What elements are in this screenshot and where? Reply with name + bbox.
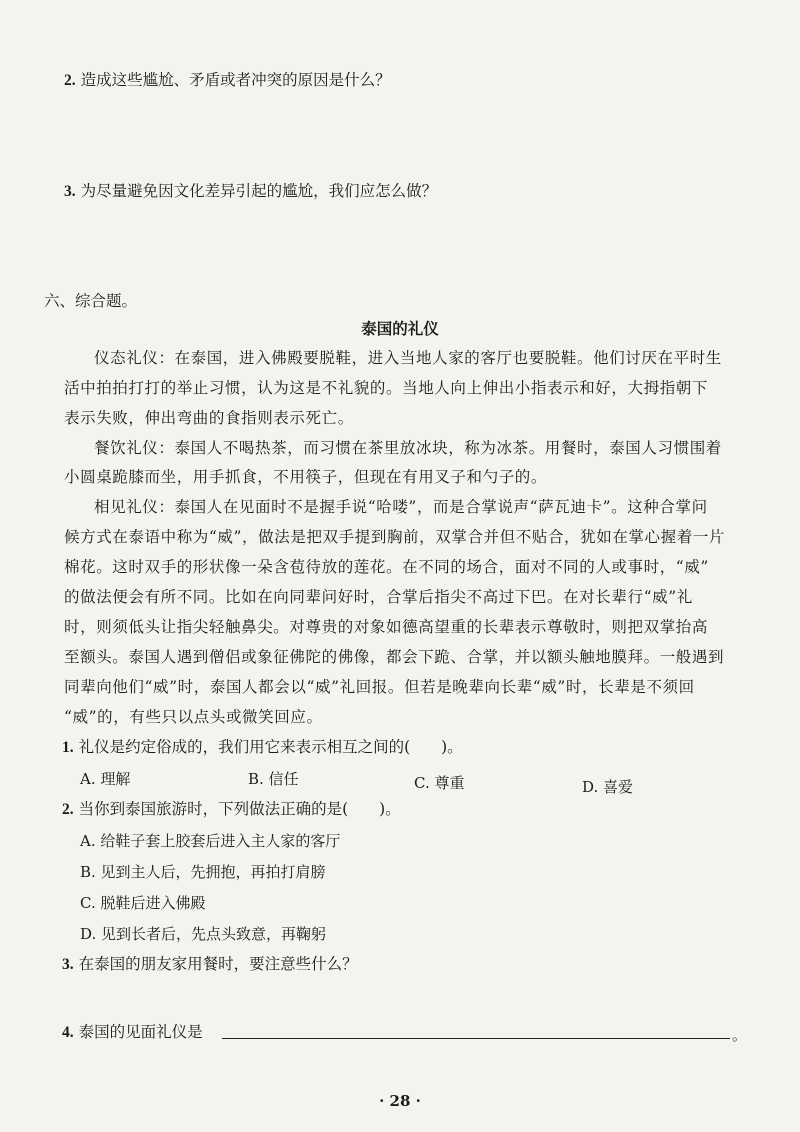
question-4-period: 。	[732, 1026, 748, 1044]
article-line: 同辈向他们“威”时，泰国人都会以“威”礼回报。但若是晚辈向长辈“威”时，长辈是不须回	[64, 678, 695, 696]
article-line: 的做法便会有所不同。比如在向同辈问好时，合掌后指尖不高过下巴。在对长辈行“威”礼	[64, 588, 693, 606]
article-line: “威”的，有些只以点头或微笑回应。	[64, 708, 323, 726]
question-2-top: 2. 造成这些尴尬、矛盾或者冲突的原因是什么？	[64, 71, 391, 89]
q1-option-b[interactable]: B. 信任	[248, 770, 299, 788]
question-3: 3. 在泰国的朋友家用餐时，要注意些什么？	[62, 955, 358, 973]
article-line: 候方式在泰语中称为“威”，做法是把双手提到胸前，双掌合并但不贴合，犹如在掌心握着一片	[64, 528, 726, 546]
article-line: 小圆桌跪膝而坐，用手抓食，不用筷子，但现在有用叉子和勺子的。	[64, 468, 548, 486]
article-line: 相见礼仪：泰国人在见面时不是握手说“哈喽”，而是合掌说声“萨瓦迪卡”。这种合掌问	[94, 498, 708, 516]
article-line: 表示失败，伸出弯曲的食指则表示死亡。	[64, 409, 354, 427]
article-line: 活中拍拍打打的举止习惯，认为这是不礼貌的。当地人向上伸出小指表示和好，大拇指朝下	[64, 379, 709, 397]
article-line: 餐饮礼仪：泰国人不喝热茶，而习惯在茶里放冰块，称为冰茶。用餐时，泰国人习惯围着	[94, 439, 722, 457]
section-heading: 六、综合题。	[44, 292, 138, 310]
question-4: 4. 泰国的见面礼仪是	[62, 1023, 203, 1041]
q2-option-a[interactable]: A. 给鞋子套上胶套后进入主人家的客厅	[80, 832, 341, 850]
q1-option-d[interactable]: D. 喜爱	[582, 778, 634, 796]
article-line: 棉花。这时双手的形状像一朵含苞待放的莲花。在不同的场合，面对不同的人或事时，“威”	[64, 558, 709, 576]
q1-option-a[interactable]: A. 理解	[80, 770, 131, 788]
q2-option-c[interactable]: C. 脱鞋后进入佛殿	[80, 894, 206, 912]
article-line: 时，则须低头让指尖轻触鼻尖。对尊贵的对象如德高望重的长辈表示尊敬时，则把双掌抬高	[64, 618, 709, 636]
q2-option-b[interactable]: B. 见到主人后，先拥抱，再拍打肩膀	[80, 863, 326, 881]
article-line: 至额头。泰国人遇到僧侣或象征佛陀的佛像，都会下跪、合掌，并以额头触地膜拜。一般遇到	[64, 648, 725, 666]
article-line: 仪态礼仪：在泰国，进入佛殿要脱鞋，进入当地人家的客厅也要脱鞋。他们讨厌在平时生	[94, 349, 722, 367]
article-title: 泰国的礼仪	[361, 319, 439, 338]
page-number: · 28 ·	[379, 1092, 421, 1110]
q1-option-c[interactable]: C. 尊重	[414, 774, 465, 792]
question-1: 1. 礼仪是约定俗成的，我们用它来表示相互之间的( )。	[62, 738, 463, 756]
question-2: 2. 当你到泰国旅游时，下列做法正确的是( )。	[62, 800, 401, 818]
question-3-top: 3. 为尽量避免因文化差异引起的尴尬，我们应怎么做？	[64, 182, 438, 200]
answer-blank-line[interactable]	[222, 1038, 730, 1039]
bleed-through-shadow	[300, 100, 390, 121]
q2-option-d[interactable]: D. 见到长者后，先点头致意，再鞠躬	[80, 925, 327, 943]
